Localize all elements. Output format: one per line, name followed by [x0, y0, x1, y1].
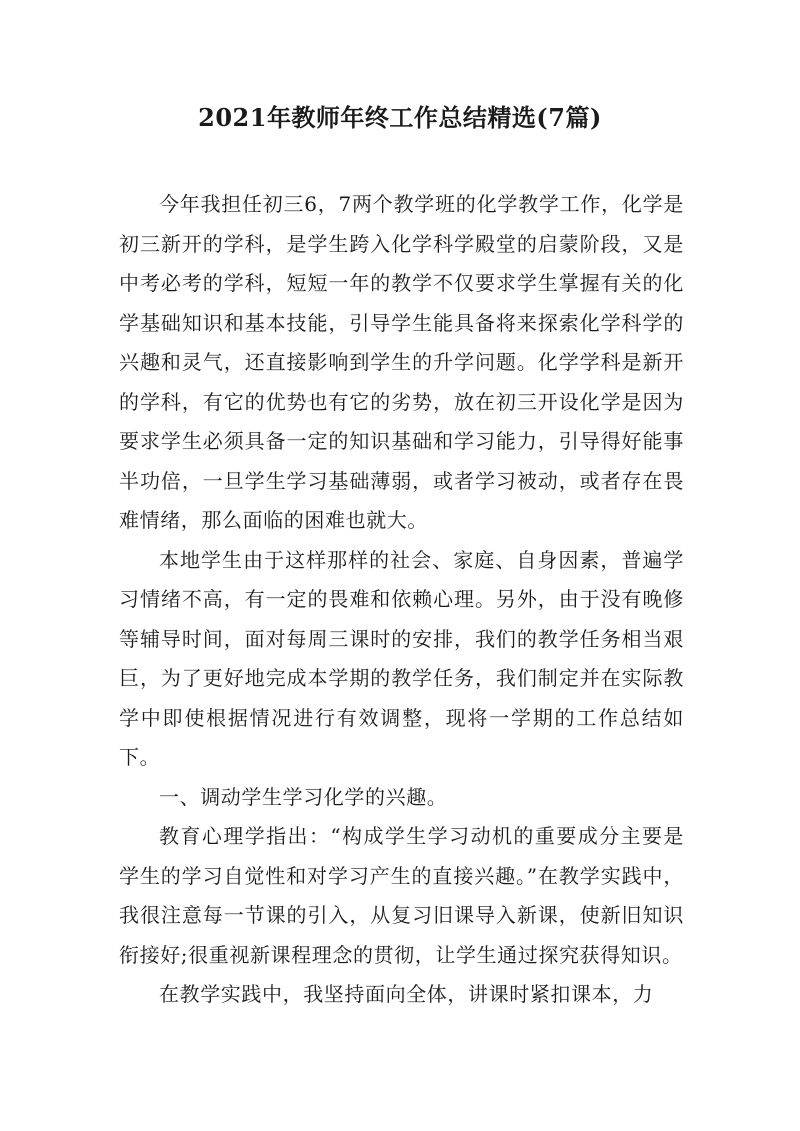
- paragraph: 今年我担任初三6，7两个教学班的化学教学工作，化学是初三新开的学科，是学生跨入化学科学殿堂的启蒙阶段，又是中考必考的学科，短短一年的教学不仅要求学生掌握有关的化学基础知识和基本技能，引导学生能具备将来探索化学科学的兴趣和灵气，还直接影响到学生的升学问题。化学学科是新开的学科，有它的优势也有它的劣势，放在初三开设化学是因为要求学生必须具备一定的知识基础和学习能力，引导得好能事半功倍，一旦学生学习基础薄弱，或者学习被动，或者存在畏难情绪，那么面临的困难也就大。: [119, 192, 684, 532]
- paragraph: 教育心理学指出：“构成学生学习动机的重要成分主要是学生的学习自觉性和对学习产生的直接兴趣。”在教学实践中，我很注意每一节课的引入，从复习旧课导入新课，使新旧知识衔接好;很重视新课程理念的贯彻，让学生通过探究获得知识。: [119, 824, 684, 967]
- document-title: 2021年教师年终工作总结精选(7篇): [198, 103, 602, 132]
- document-body: [119, 185, 684, 1015]
- paragraph: 在教学实践中，我坚持面向全体，讲课时紧扣课本，力: [159, 982, 654, 1006]
- section-heading: 一、调动学生学习化学的兴趣。: [159, 784, 448, 809]
- paragraph: 本地学生由于这样那样的社会、家庭、自身因素，普遍学习情绪不高，有一定的畏难和依赖心理。另外，由于没有晚修等辅导时间，面对每周三课时的安排，我们的教学任务相当艰巨，为了更好地完成本学期的教学任务，我们制定并在实际教学中即使根据情况进行有效调整，现将一学期的工作总结如下。: [119, 547, 684, 769]
